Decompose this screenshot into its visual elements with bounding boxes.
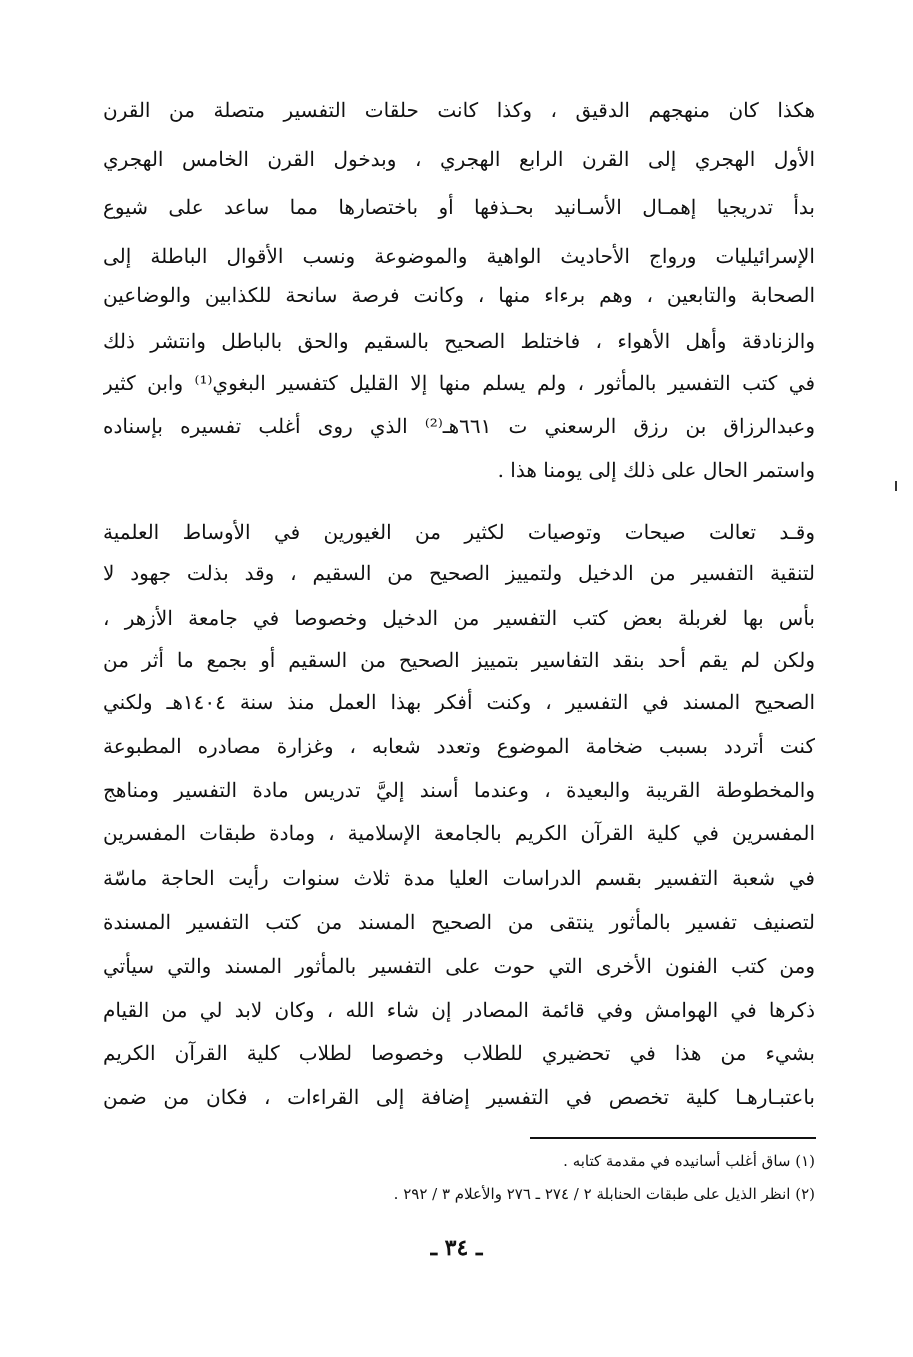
footnote: (١) ساق أغلب أسانيده في مقدمة كتابه .: [563, 1152, 815, 1170]
paragraph-2-line: ذكرها في الهوامش وفي قائمة المصادر إن شاء الله ، وكان لابد لي من القيام: [103, 998, 815, 1022]
footnote-separator: [530, 1137, 816, 1139]
paragraph-1-line: واستمر الحال على ذلك إلى يومنا هذا .: [497, 458, 815, 482]
paragraph-2-line: باعتبـارهـا كلية تخصص في التفسير إضافة إلى القراءات ، فكان من ضمن: [103, 1085, 815, 1109]
paragraph-2-line: لتصنيف تفسير بالمأثور ينتقى من الصحيح المسند من كتب التفسير المسندة: [103, 910, 815, 934]
paragraph-2-line: لتنقية التفسير من الدخيل ولتمييز الصحيح من السقيم ، وقد بذلت جهود لا: [103, 561, 815, 585]
page-number: ـ ٣٤ ـ: [430, 1235, 483, 1261]
paragraph-2-line: بأس بها لغربلة بعض كتب التفسير من الدخيل وخصوصا في جامعة الأزهر ،: [103, 606, 815, 630]
paragraph-1-line: والزنادقة وأهل الأهواء ، فاختلط الصحيح بالسقيم والحق بالباطل وانتشر ذلك: [103, 329, 815, 353]
paragraph-2-line: المفسرين في كلية القرآن الكريم بالجامعة الإسلامية ، ومادة طبقات المفسرين: [103, 821, 815, 845]
paragraph-1-line: الإسرائيليات ورواج الأحاديث الواهية والموضوعة ونسب الأقوال الباطلة إلى: [103, 244, 815, 268]
paragraph-2-line: بشيء من هذا في تحضيري للطلاب وخصوصا لطلاب كلية القرآن الكريم: [103, 1041, 815, 1065]
margin-mark-icon: [893, 480, 899, 494]
paragraph-1-line: الصحابة والتابعين ، وهم برءاء منها ، وكانت فرصة سانحة للكذابين والوضاعين: [103, 283, 815, 307]
paragraph-2-line: كنت أتردد بسبب ضخامة الموضوع وتعدد شعابه ، وغزارة مصادره المطبوعة: [103, 734, 815, 758]
paragraph-2-line: ومن كتب الفنون الأخرى التي حوت على التفسير بالمأثور المسند والتي سيأتي: [103, 954, 815, 978]
paragraph-2-line: الصحيح المسند في التفسير ، وكنت أفكر بهذا العمل منذ سنة ١٤٠٤هـ ولكني: [103, 690, 815, 714]
paragraph-2-line: والمخطوطة القريبة والبعيدة ، وعندما أسند إليَّ تدريس مادة التفسير ومناهج: [103, 778, 815, 802]
paragraph-2-line: ولكن لم يقم أحد بنقد التفاسير بتمييز الصحيح من السقيم أو بجمع ما أثر من: [103, 648, 815, 672]
paragraph-1-line: هكذا كان منهجهم الدقيق ، وكذا كانت حلقات التفسير متصلة من القرن: [103, 98, 815, 122]
paragraph-2-line: في شعبة التفسير بقسم الدراسات العليا مدة ثلاث سنوات رأيت الحاجة ماسّة: [103, 866, 815, 890]
paragraph-1-line: وعبدالرزاق بن رزق الرسعني ت ٦٦١هـ⁽²⁾ الذي روى أغلب تفسيره بإسناده: [103, 414, 815, 438]
footnote: (٢) انظر الذيل على طبقات الحنابلة ٢ / ٢٧٤ ـ ٢٧٦ والأعلام ٣ / ٢٩٢ .: [393, 1185, 815, 1203]
paragraph-1-line: الأول الهجري إلى القرن الرابع الهجري ، وبدخول القرن الخامس الهجري: [103, 147, 815, 171]
paragraph-1-line: بدأ تدريجيا إهمـال الأسـانيد بحـذفها أو باختصارها مما ساعد على شيوع: [103, 195, 815, 219]
paragraph-1-line: في كتب التفسير بالمأثور ، ولم يسلم منها إلا القليل كتفسير البغوي⁽¹⁾ وابن كثير: [103, 371, 815, 395]
paragraph-2-line: وقـد تعالت صيحات وتوصيات لكثير من الغيورين في الأوساط العلمية: [103, 520, 815, 544]
